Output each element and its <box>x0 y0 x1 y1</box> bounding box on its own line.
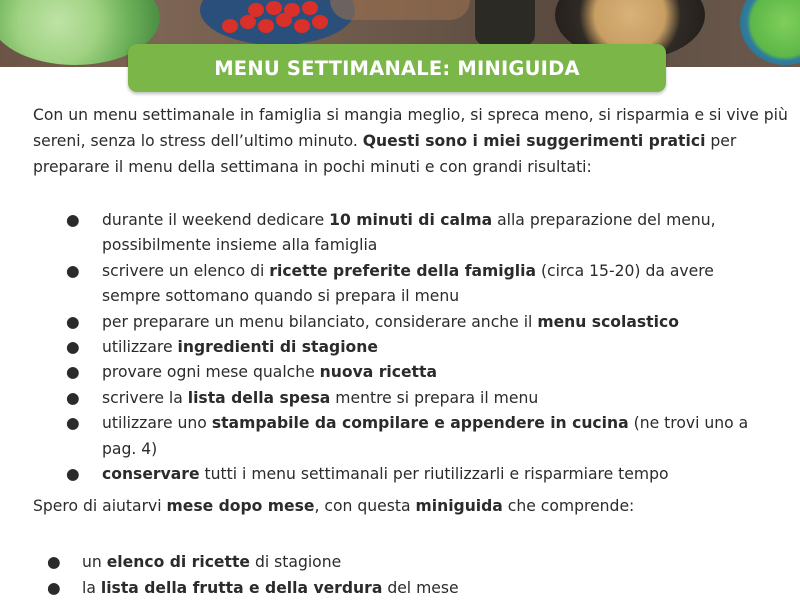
bullet-icon: ● <box>66 465 80 484</box>
bold-text: menu scolastico <box>537 312 679 331</box>
bold-text: nuova ricetta <box>319 363 437 382</box>
list-item <box>33 462 773 487</box>
text-run: che comprende: <box>502 497 635 515</box>
contents-list <box>33 549 773 601</box>
text-run: provare ogni mese qualche <box>102 363 320 382</box>
bold-text: miniguida <box>415 497 503 515</box>
bullet-icon: ● <box>66 312 80 331</box>
list-item <box>33 386 773 411</box>
text-run: la <box>82 579 101 597</box>
list-item <box>33 411 773 462</box>
tips-list <box>33 208 773 487</box>
text-run: alla preparazione del menu, possibilmente insieme alla famiglia <box>102 211 716 255</box>
outro-paragraph <box>33 493 788 519</box>
text-run: mentre si prepara il menu <box>330 388 539 407</box>
bold-text: stampabile da compilare e appendere in cucina <box>211 414 629 433</box>
bullet-icon: ● <box>66 338 80 357</box>
text-run: utilizzare <box>102 338 178 357</box>
text-run: del mese <box>382 579 459 597</box>
bullet-icon: ● <box>66 363 80 382</box>
text-run: , con questa <box>314 497 416 515</box>
text-run: (ne trovi uno a pag. 4) <box>102 414 749 458</box>
text-run: Con un menu settimanale in famiglia si mangia meglio, si spreca meno, si risparmia e si vive più sereni, senza lo stress dell’ultimo minuto. <box>33 106 788 150</box>
bold-text: lista della frutta e della verdura <box>100 579 383 597</box>
bullet-icon: ● <box>47 579 61 597</box>
bullet-icon: ● <box>66 388 80 407</box>
bold-text: Questi sono i miei suggerimenti pratici <box>362 132 706 150</box>
bold-text: lista della spesa <box>187 388 331 407</box>
lettuce-plate-image <box>740 0 800 65</box>
text-run: durante il weekend dedicare <box>102 211 330 229</box>
bold-text: ricette preferite della famiglia <box>269 261 536 280</box>
text-run: scrivere un elenco di <box>102 261 270 280</box>
bullet-icon: ● <box>47 553 61 571</box>
text-run: per preparare il menu della settimana in pochi minuti e con grandi risultati: <box>33 132 737 176</box>
text-run: di stagione <box>250 553 342 571</box>
bold-text: 10 minuti di calma <box>329 211 493 229</box>
bottle-image <box>475 0 535 45</box>
bold-text: elenco di ricette <box>106 553 250 571</box>
list-item <box>33 549 773 575</box>
text-run: per preparare un menu bilanciato, considerare anche il <box>102 312 538 331</box>
bullet-icon: ● <box>66 261 80 280</box>
intro-section <box>33 102 788 180</box>
bullet-icon: ● <box>66 211 80 229</box>
list-item <box>33 335 773 360</box>
title-banner <box>128 44 666 92</box>
list-item <box>33 259 773 310</box>
intro-paragraph <box>33 102 788 180</box>
bold-text: ingredienti di stagione <box>177 338 378 357</box>
text-run: utilizzare uno <box>102 414 212 433</box>
text-run: scrivere la <box>102 388 188 407</box>
bold-text: conservare <box>102 465 200 484</box>
text-run: un <box>82 553 107 571</box>
list-item <box>33 575 773 601</box>
text-run: Spero di aiutarvi <box>33 497 167 515</box>
list-item <box>33 360 773 385</box>
text-run: (circa 15-20) da avere sempre sottomano quando si prepara il menu <box>102 261 714 306</box>
bold-text: mese dopo mese <box>166 497 315 515</box>
bullet-icon: ● <box>66 414 80 433</box>
list-item <box>33 208 773 259</box>
list-item <box>33 310 773 335</box>
bread-image <box>330 0 470 20</box>
text-run: tutti i menu settimanali per riutilizzarli e risparmiare tempo <box>199 465 669 484</box>
page-title: MENU SETTIMANALE: MINIGUIDA <box>214 56 580 80</box>
